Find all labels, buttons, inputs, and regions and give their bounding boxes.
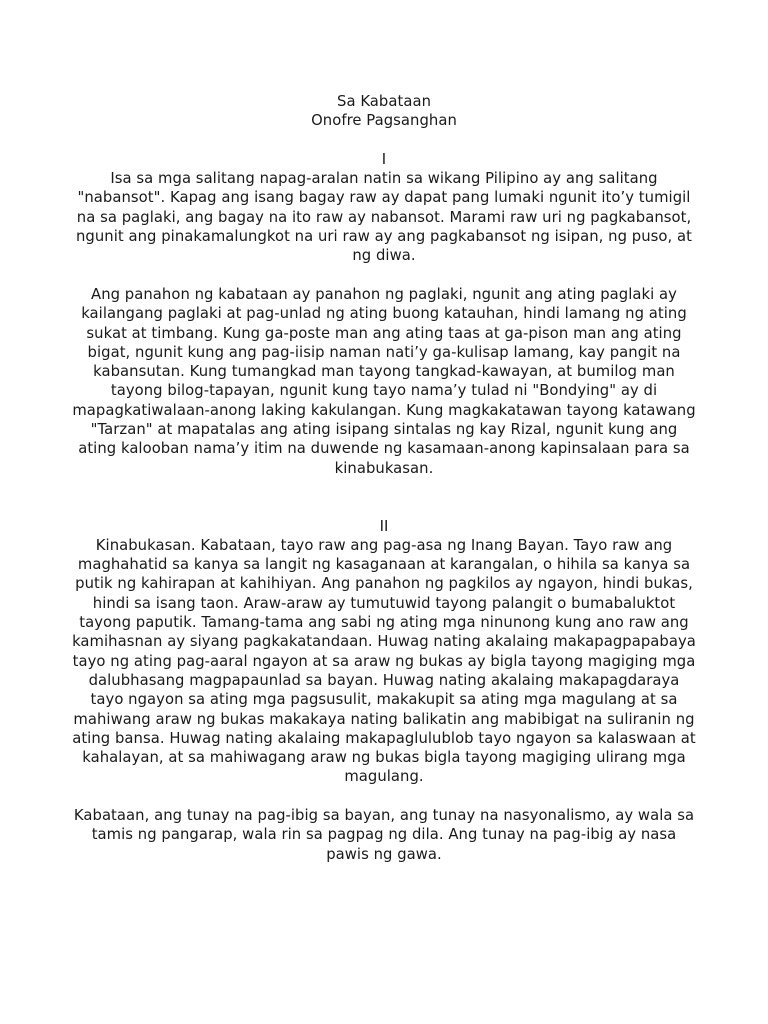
spacer — [70, 131, 698, 150]
paragraph: Ang panahon ng kabataan ay panahon ng paglaki, ngunit ang ating paglaki ay kailangang paglaki at pag-unlad ng ating buong katauhan, hindi lamang ng ating sukat at timbang. Kung ga-poste man ang ating taas at ga-pison man ang ating bigat, ngunit kung ang pag-iisip naman nati’y ga-kulisap lamang, kay pangit na kabansutan. Kung tumangkad man tayong tangkad-kawayan, at bumilog man tayong bilog-tapayan, ngunit kung tayo nama’y tulad ni "Bondying" ay di mapagkatiwalaan-anong laking kakulangan. Kung magkakatawan tayong katawang "Tarzan" at mapatalas ang ating isipang sintalas ng kay Rizal, ngunit kung ang ating kalooban nama’y itim na duwende ng kasamaan-anong kapinsalaan para sa kinabukasan. — [72, 285, 696, 477]
paragraph: Kabataan, ang tunay na pag-ibig sa bayan, ang tunay na nasyonalismo, ay wala sa tamis ng pangarap, wala rin sa pagpag ng dila. Ang tunay na pag-ibig ay nasa pawis ng gawa. — [73, 806, 695, 863]
document-page — [70, 92, 698, 864]
spacer — [70, 787, 698, 806]
section-numeral: II — [379, 517, 389, 535]
section-two — [70, 517, 698, 864]
section-numeral: I — [381, 150, 387, 168]
paragraph: Isa sa mga salitang napag-aralan natin sa wikang Pilipino ay ang salitang "nabansot". Kapag ang isang bagay raw ay dapat pang lumaki ngunit ito’y tumigil na sa paglaki, ang bagay na ito raw ay nabansot. Marami raw uri ng pagkabansot, ngunit ang pinakamalungkot na uri raw ay ang pagkabansot ng isipan, ng puso, at ng diwa. — [75, 170, 693, 265]
section-one — [70, 150, 698, 478]
document-author: Onofre Pagsanghan — [311, 112, 457, 130]
spacer — [70, 266, 698, 285]
document-title: Sa Kabataan — [337, 93, 431, 110]
title-block — [70, 92, 698, 131]
spacer — [70, 478, 698, 517]
paragraph: Kinabukasan. Kabataan, tayo raw ang pag-asa ng Inang Bayan. Tayo raw ang maghahatid sa kanya sa langit ng kasaganaan at karangalan, o hihila sa kanya sa putik ng kahirapan at kahihiyan. Ang panahon ng pagkilos ay ngayon, hindi bukas, hindi sa isang taon. Araw-araw ay tumutuwid tayong palangit o bumabaluktot tayong paputik. Tamang-tama ang sabi ng ating mga ninunong kung ano raw ang kamihasnan ay siyang pagkakatandaan. Huwag nating akalaing makapagpapabaya tayo ng ating pag-aaral ngayon at sa araw ng bukas ay bigla tayong magiging mga dalubhasang magpapaunlad sa bayan. Huwag nating akalaing makapagdaraya tayo ngayon sa ating mga pagsusulit, makakupit sa ating mga magulang at sa mahiwang araw ng bukas makakaya nating balikatin ang mabibigat na suliranin ng ating bansa. Huwag nating akalaing makapaglulublob tayo ngayon sa kalaswaan at kahalayan, at sa mahiwagang araw ng bukas bigla tayong magiging ulirang mga magulang. — [72, 536, 696, 786]
